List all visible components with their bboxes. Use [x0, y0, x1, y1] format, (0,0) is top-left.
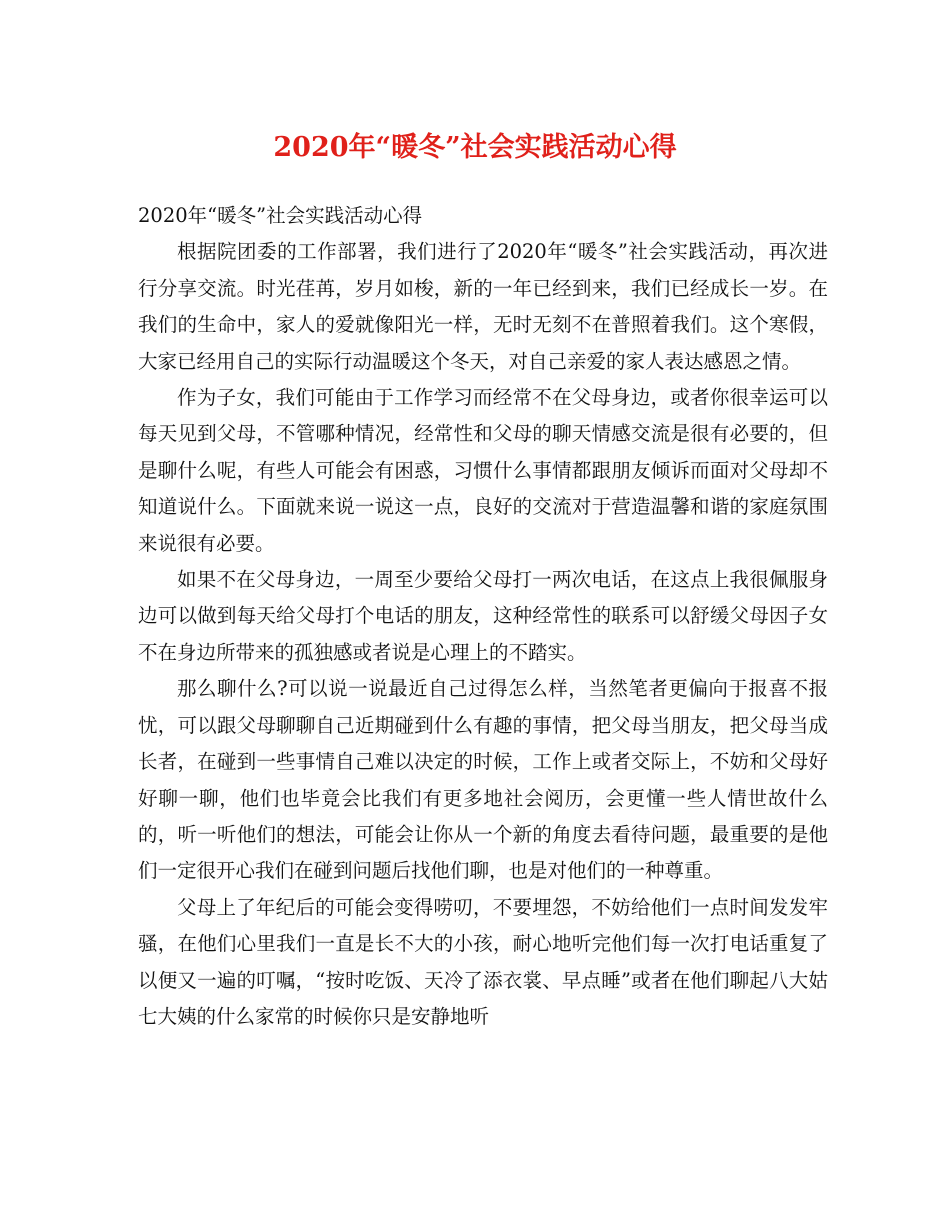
- paragraph: 根据院团委的工作部署，我们进行了2020年“暖冬”社会实践活动，再次进行分享交流。时光荏苒，岁月如梭，新的一年已经到来，我们已经成长一岁。在我们的生命中，家人的爱就像阳光一样，无时无刻不在普照着我们。这个寒假，大家已经用自己的实际行动温暖这个冬天，对自己亲爱的家人表达感恩之情。: [138, 240, 828, 373]
- paragraph: 作为子女，我们可能由于工作学习而经常不在父母身边，或者你很幸运可以每天见到父母，不管哪种情况，经常性和父母的聊天情感交流是很有必要的，但是聊什么呢，有些人可能会有困惑，习惯什么事情都跟朋友倾诉而面对父母却不知道说什么。下面就来说一说这一点，良好的交流对于营造温馨和谐的家庭氛围来说很有必要。: [138, 386, 828, 555]
- paragraph: 父母上了年纪后的可能会变得唠叨，不要埋怨，不妨给他们一点时间发发牢骚，在他们心里我们一直是长不大的小孩，耐心地听完他们每一次打电话重复了以便又一遍的叮嘱，“按时吃饭、天冷了添衣裳、早点睡”或者在他们聊起八大姑七大姨的什么家常的时候你只是安静地听: [138, 895, 828, 1028]
- document-body: [138, 198, 828, 1035]
- document-subtitle: 2020年“暖冬”社会实践活动心得: [138, 204, 423, 227]
- paragraph: 那么聊什么?可以说一说最近自己过得怎么样，当然笔者更偏向于报喜不报忧，可以跟父母聊聊自己近期碰到什么有趣的事情，把父母当朋友，把父母当成长者，在碰到一些事情自己难以决定的时候，工作上或者交际上，不妨和父母好好聊一聊，他们也毕竟会比我们有更多地社会阅历，会更懂一些人情世故什么的，听一听他们的想法，可能会让你从一个新的角度去看待问题，最重要的是他们一定很开心我们在碰到问题后找他们聊，也是对他们的一种尊重。: [138, 677, 828, 883]
- document-title: 2020年“暖冬”社会实践活动心得: [273, 132, 677, 163]
- paragraph: 如果不在父母身边，一周至少要给父母打一两次电话，在这点上我很佩服身边可以做到每天给父母打个电话的朋友，这种经常性的联系可以舒缓父母因子女不在身边所带来的孤独感或者说是心理上的不踏实。: [138, 568, 828, 664]
